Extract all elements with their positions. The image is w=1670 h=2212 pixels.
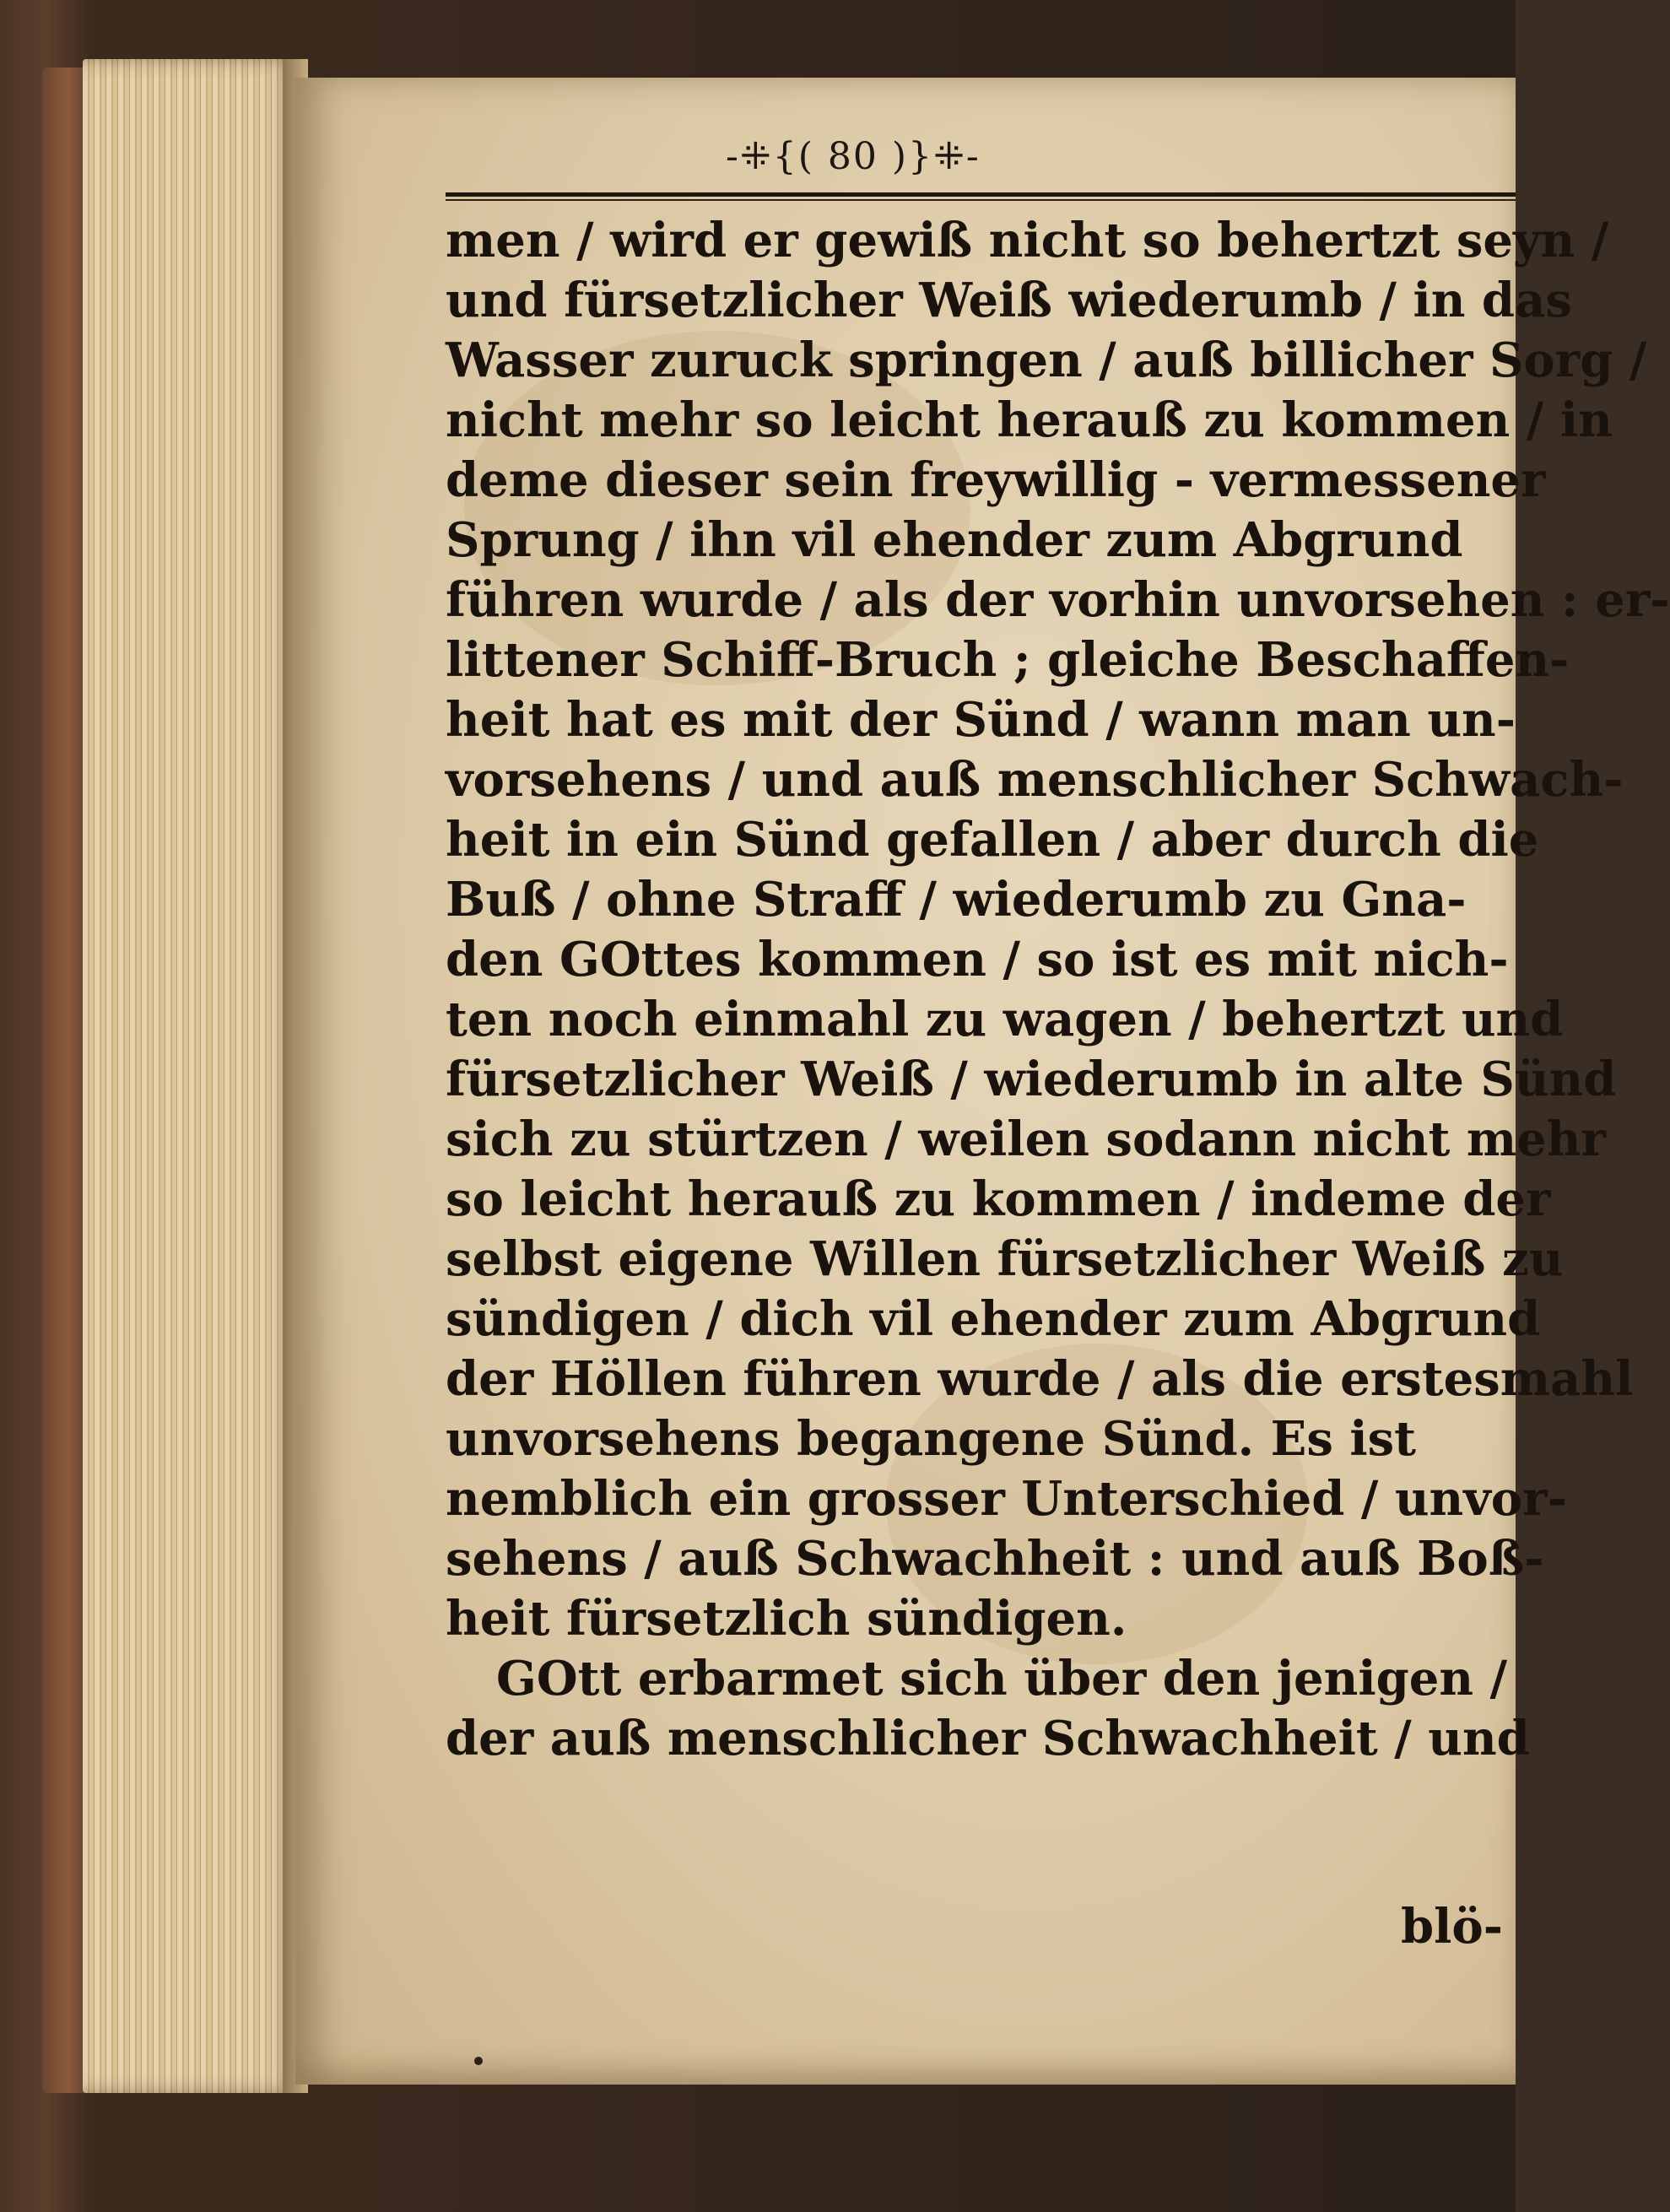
text-line: der Höllen führen wurde / als die erstesmahl [446, 1351, 1634, 1407]
text-line: nicht mehr so leicht herauß zu kommen / in [446, 392, 1613, 448]
text-line: den GOttes kommen / so ist es mit nich- [446, 932, 1509, 987]
text-line: heit in ein Sünd gefallen / aber durch die [446, 812, 1539, 868]
text-line: fürsetzlicher Weiß / wiederumb in alte Sünd [446, 1052, 1617, 1107]
text-line: Sprung / ihn vil ehender zum Abgrund [446, 512, 1463, 568]
text-line: littener Schiff-Bruch ; gleiche Beschaffen- [446, 632, 1570, 688]
page-number: 80 [827, 135, 878, 178]
text-line: men / wird er gewiß nicht so behertzt seyn / [446, 213, 1609, 268]
text-line: führen wurde / als der vorhin unvorsehen : er- [446, 572, 1670, 628]
text-line: Buß / ohne Straff / wiederumb zu Gna- [446, 872, 1467, 928]
page-text [446, 211, 1670, 1769]
text-line: Wasser zuruck springen / auß billicher Sorg / [446, 333, 1647, 388]
text-line: sich zu stürtzen / weilen sodann nicht mehr [446, 1111, 1606, 1167]
paragraph-first-line: GOtt erbarmet sich über den jenigen / [496, 1651, 1508, 1706]
header-ornament-right: )}⁜- [891, 135, 981, 178]
header-rule [446, 192, 1516, 197]
text-line: so leicht herauß zu kommen / indeme der [446, 1171, 1551, 1227]
text-line: sehens / auß Schwachheit : und auß Boß- [446, 1531, 1544, 1587]
text-line: vorsehens / und auß menschlicher Schwach- [446, 752, 1624, 808]
text-line: ten noch einmahl zu wagen / behertzt und [446, 992, 1564, 1047]
header-ornament-left: -⁜{( [726, 135, 814, 178]
text-line: heit fürsetzlich sündigen. [446, 1591, 1127, 1647]
catchword: blö- [1401, 1899, 1504, 1955]
text-line: und fürsetzlicher Weiß wiederumb / in das [446, 273, 1572, 328]
text-line: deme dieser sein freywillig - vermessener [446, 452, 1546, 508]
text-line: unvorsehens begangene Sünd. Es ist [446, 1411, 1417, 1467]
text-line: nemblich ein grosser Unterschied / unvor- [446, 1471, 1567, 1527]
text-line: der auß menschlicher Schwachheit / und [446, 1711, 1530, 1766]
text-line: heit hat es mit der Sünd / wann man un- [446, 692, 1516, 748]
text-line: sündigen / dich vil ehender zum Abgrund [446, 1291, 1541, 1347]
page-header [726, 135, 981, 178]
page-edges-stack [83, 59, 302, 2093]
ink-speck [474, 2057, 483, 2065]
text-line: selbst eigene Willen fürsetzlicher Weiß zu [446, 1231, 1564, 1287]
